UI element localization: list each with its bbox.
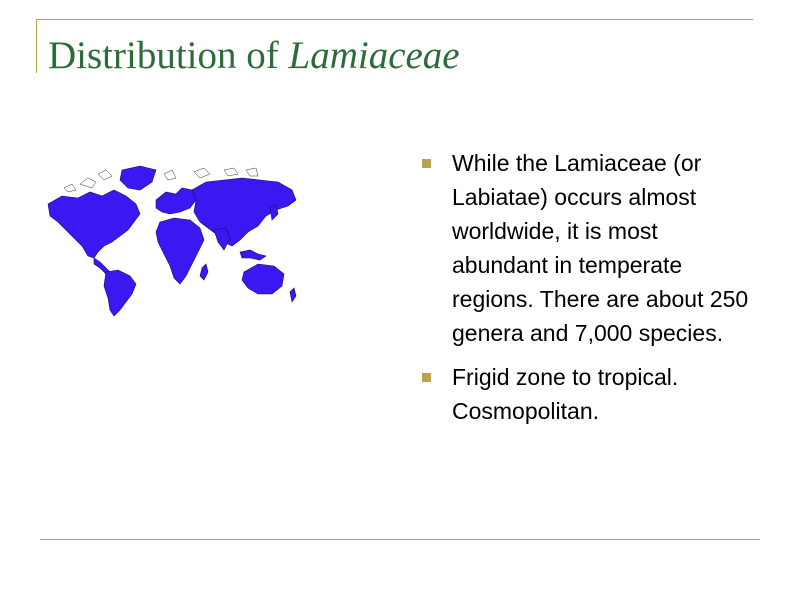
bullet-text: Frigid zone to tropical. Cosmopolitan.	[452, 364, 679, 424]
map-africa	[156, 218, 204, 284]
bullet-list	[420, 146, 750, 438]
map-madagascar	[200, 264, 208, 280]
top-rule	[36, 19, 753, 20]
bottom-rule	[40, 539, 760, 540]
left-rule	[36, 19, 37, 73]
map-indonesia	[240, 250, 266, 260]
bullet-item	[420, 146, 750, 350]
title-italic: Lamiaceae	[288, 34, 460, 77]
bullet-item	[420, 360, 750, 428]
map-india	[214, 228, 230, 250]
map-south-america	[104, 270, 136, 316]
map-europe	[156, 188, 196, 214]
slide-title	[48, 33, 460, 78]
title-prefix: Distribution of	[48, 34, 279, 77]
bullet-square-icon	[422, 373, 431, 382]
world-map-illustration	[44, 160, 302, 318]
bullet-square-icon	[422, 159, 431, 168]
map-asia	[192, 178, 296, 246]
map-new-zealand	[290, 288, 296, 302]
map-greenland	[120, 166, 156, 190]
map-australia	[242, 264, 284, 294]
map-north-america	[48, 190, 140, 258]
bullet-text: While the Lamiaceae (or Labiatae) occurs almost worldwide, it is most abundant in temperate regions. There are about 250 genera and 7,000 species.	[452, 150, 749, 346]
